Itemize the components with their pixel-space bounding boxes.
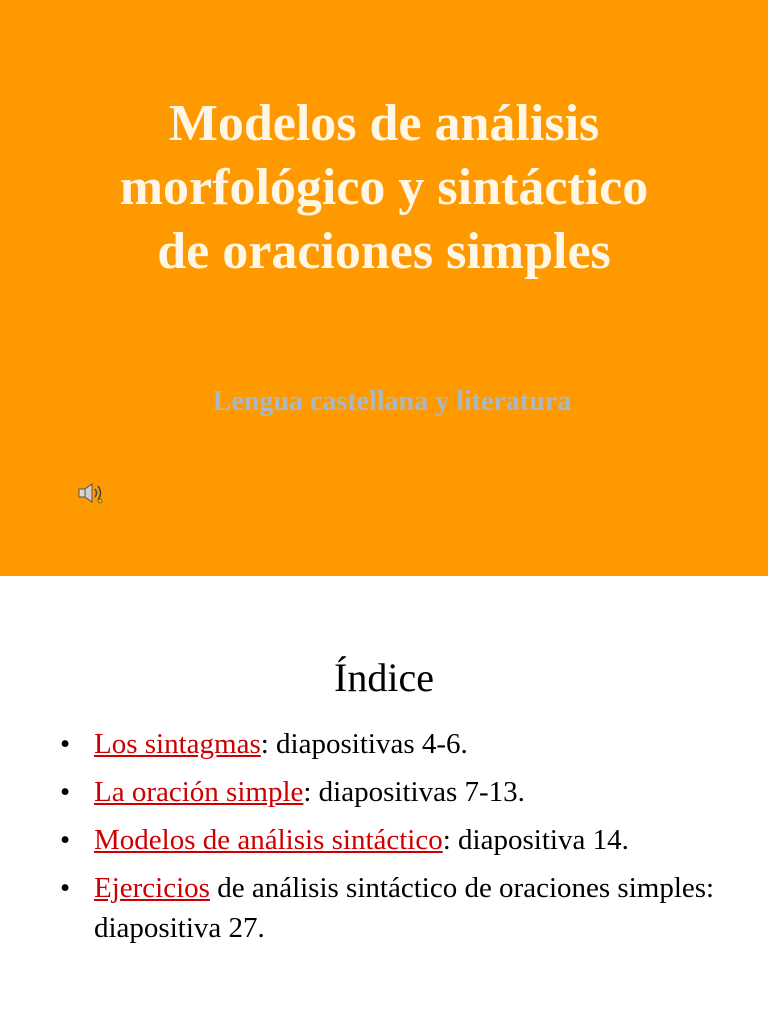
link-la-oracion-simple[interactable]: La oración simple bbox=[94, 776, 304, 808]
item-text: : diapositivas 4-6. bbox=[260, 728, 468, 760]
list-item bbox=[60, 724, 750, 764]
title-line: Modelos de análisis bbox=[168, 95, 600, 152]
item-text: de análisis sintáctico de oraciones simples: diapositiva 27. bbox=[94, 872, 715, 944]
presentation-subtitle: Lengua castellana y literatura bbox=[212, 386, 572, 417]
bullet: • bbox=[60, 872, 71, 904]
list-item bbox=[60, 772, 750, 812]
index-slide bbox=[0, 576, 768, 1024]
bullet: • bbox=[60, 728, 71, 760]
bullet: • bbox=[60, 776, 71, 808]
item-text: : diapositivas 7-13. bbox=[303, 776, 525, 808]
bullet: • bbox=[60, 824, 71, 856]
link-los-sintagmas[interactable]: Los sintagmas bbox=[94, 728, 261, 760]
list-item bbox=[60, 820, 750, 860]
index-list bbox=[60, 724, 750, 956]
title-line: morfológico y sintáctico bbox=[119, 159, 649, 216]
speaker-sound-icon[interactable] bbox=[76, 480, 106, 506]
presentation-title bbox=[0, 92, 768, 284]
index-heading: Índice bbox=[334, 655, 434, 700]
list-item bbox=[60, 868, 750, 948]
title-line: de oraciones simples bbox=[157, 223, 611, 280]
link-modelos-de-analisis-sintactico[interactable]: Modelos de análisis sintáctico bbox=[94, 824, 443, 856]
link-ejercicios[interactable]: Ejercicios bbox=[94, 872, 210, 904]
item-text: : diapositiva 14. bbox=[442, 824, 629, 856]
